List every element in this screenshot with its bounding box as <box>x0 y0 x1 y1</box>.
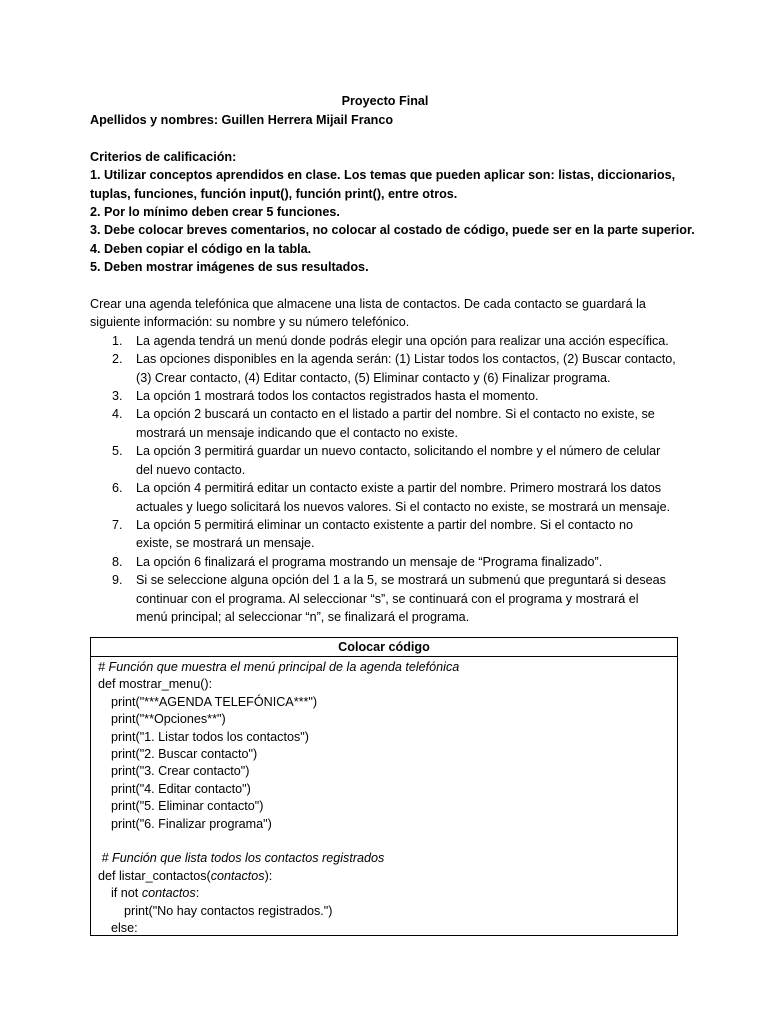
item-text: La opción 4 permitirá editar un contacto existe a partir del nombre. Primero mostrará los datos <box>136 481 661 496</box>
item-text: continuar con el programa. Al seleccionar “s”, se continuará con el programa y mostrará el <box>136 591 639 606</box>
code-comment: # Función que lista todos los contactos registrados <box>98 851 385 866</box>
item-number: 5. <box>112 444 123 459</box>
intro-line: siguiente información: su nombre y su número telefónico. <box>90 315 410 330</box>
code-line <box>98 885 677 902</box>
code-line: print("1. Listar todos los contactos") <box>111 729 309 744</box>
code-line: else: <box>111 921 138 935</box>
code-line: print("**Opciones**") <box>111 712 226 727</box>
criteria-line: 4. Deben copiar el código en la tabla. <box>90 241 312 256</box>
code-table <box>90 637 678 936</box>
criteria-heading: Criterios de calificación: <box>90 149 237 164</box>
code-param: contactos <box>141 886 196 901</box>
code-comment: # Función que muestra el menú principal de la agenda telefónica <box>98 660 460 674</box>
item-number: 8. <box>112 554 123 569</box>
requirement-item <box>90 553 680 571</box>
intro-line: Crear una agenda telefónica que almacene una lista de contactos. De cada contacto se guardará la <box>90 297 646 312</box>
requirement-item <box>90 571 680 626</box>
requirement-item <box>90 479 680 516</box>
spacer <box>90 277 680 295</box>
code-line: print("6. Finalizar programa") <box>111 816 272 831</box>
code-line: def mostrar_menu(): <box>98 677 213 692</box>
item-number: 2. <box>112 352 123 367</box>
code-text: ): <box>264 868 273 883</box>
item-number: 6. <box>112 481 123 496</box>
item-text: del nuevo contacto. <box>136 462 246 477</box>
requirement-item <box>90 332 680 350</box>
requirement-item <box>90 516 680 553</box>
criteria-line: tuplas, funciones, función input(), función print(), entre otros. <box>90 186 458 201</box>
code-line: print("4. Editar contacto") <box>111 781 251 796</box>
item-text: Las opciones disponibles en la agenda serán: (1) Listar todos los contactos, (2) Buscar contacto, <box>136 352 676 367</box>
item-number: 4. <box>112 407 123 422</box>
spacer <box>90 129 680 147</box>
code-text: def listar_contactos( <box>98 868 211 883</box>
document-page <box>90 92 695 626</box>
item-text: La opción 1 mostrará todos los contactos registrados hasta el momento. <box>136 389 539 404</box>
code-text: : <box>195 886 200 901</box>
item-text: La opción 5 permitirá eliminar un contacto existente a partir del nombre. Si el contacto no <box>136 517 634 532</box>
requirement-item <box>90 405 680 442</box>
code-line: print("***AGENDA TELEFÓNICA***") <box>111 694 318 709</box>
criteria-line: 1. Utilizar conceptos aprendidos en clase. Los temas que pueden aplicar son: listas, diccionarios, <box>90 168 676 183</box>
code-line: print("5. Eliminar contacto") <box>111 799 264 814</box>
item-number: 7. <box>112 517 123 532</box>
code-line <box>98 868 677 885</box>
item-text: menú principal; al seleccionar “n”, se finalizará el programa. <box>136 609 470 624</box>
requirement-item <box>90 350 680 387</box>
item-text: La opción 2 buscará un contacto en el listado a partir del nombre. Si el contacto no existe, se <box>136 407 655 422</box>
requirement-item <box>90 387 680 405</box>
item-number: 3. <box>112 389 123 404</box>
item-number: 1. <box>112 333 123 348</box>
author-line: Apellidos y nombres: Guillen Herrera Mijail Franco <box>90 113 394 127</box>
item-text: Si se seleccione alguna opción del 1 a la 5, se mostrará un submenú que preguntará si deseas <box>136 573 666 588</box>
item-text: La opción 6 finalizará el programa mostrando un mensaje de “Programa finalizado”. <box>136 554 603 569</box>
criteria-line: 2. Por lo mínimo deben crear 5 funciones. <box>90 205 340 220</box>
requirement-item <box>90 442 680 479</box>
item-text: mostrará un mensaje indicando que el contacto no existe. <box>136 425 459 440</box>
criteria-line: 5. Deben mostrar imágenes de sus resultados. <box>90 260 369 275</box>
code-blank-line <box>98 833 677 850</box>
code-cell <box>91 657 677 935</box>
item-text: La agenda tendrá un menú donde podrás elegir una opción para realizar una acción específica. <box>136 333 669 348</box>
item-number: 9. <box>112 573 123 588</box>
requirements-list <box>90 332 680 627</box>
criteria-line: 3. Debe colocar breves comentarios, no colocar al costado de código, puede ser en la parte superior. <box>90 223 695 238</box>
item-text: (3) Crear contacto, (4) Editar contacto, (5) Eliminar contacto y (6) Finalizar programa. <box>136 370 611 385</box>
code-table-header: Colocar código <box>91 638 677 657</box>
code-line: print("2. Buscar contacto") <box>111 747 258 762</box>
code-text: if not <box>111 886 142 901</box>
criteria-list <box>90 166 695 276</box>
intro-paragraph <box>90 295 680 332</box>
item-text: actuales y luego solicitará los nuevos valores. Si el contacto no existe, se mostrará un mensaje. <box>136 499 671 514</box>
code-line: print("No hay contactos registrados.") <box>124 903 333 918</box>
item-text: existe, se mostrará un mensaje. <box>136 536 315 551</box>
code-line: print("3. Crear contacto") <box>111 764 250 779</box>
code-param: contactos <box>210 868 265 883</box>
document-title: Proyecto Final <box>341 94 429 108</box>
item-text: La opción 3 permitirá guardar un nuevo contacto, solicitando el nombre y el número de celular <box>136 444 661 459</box>
